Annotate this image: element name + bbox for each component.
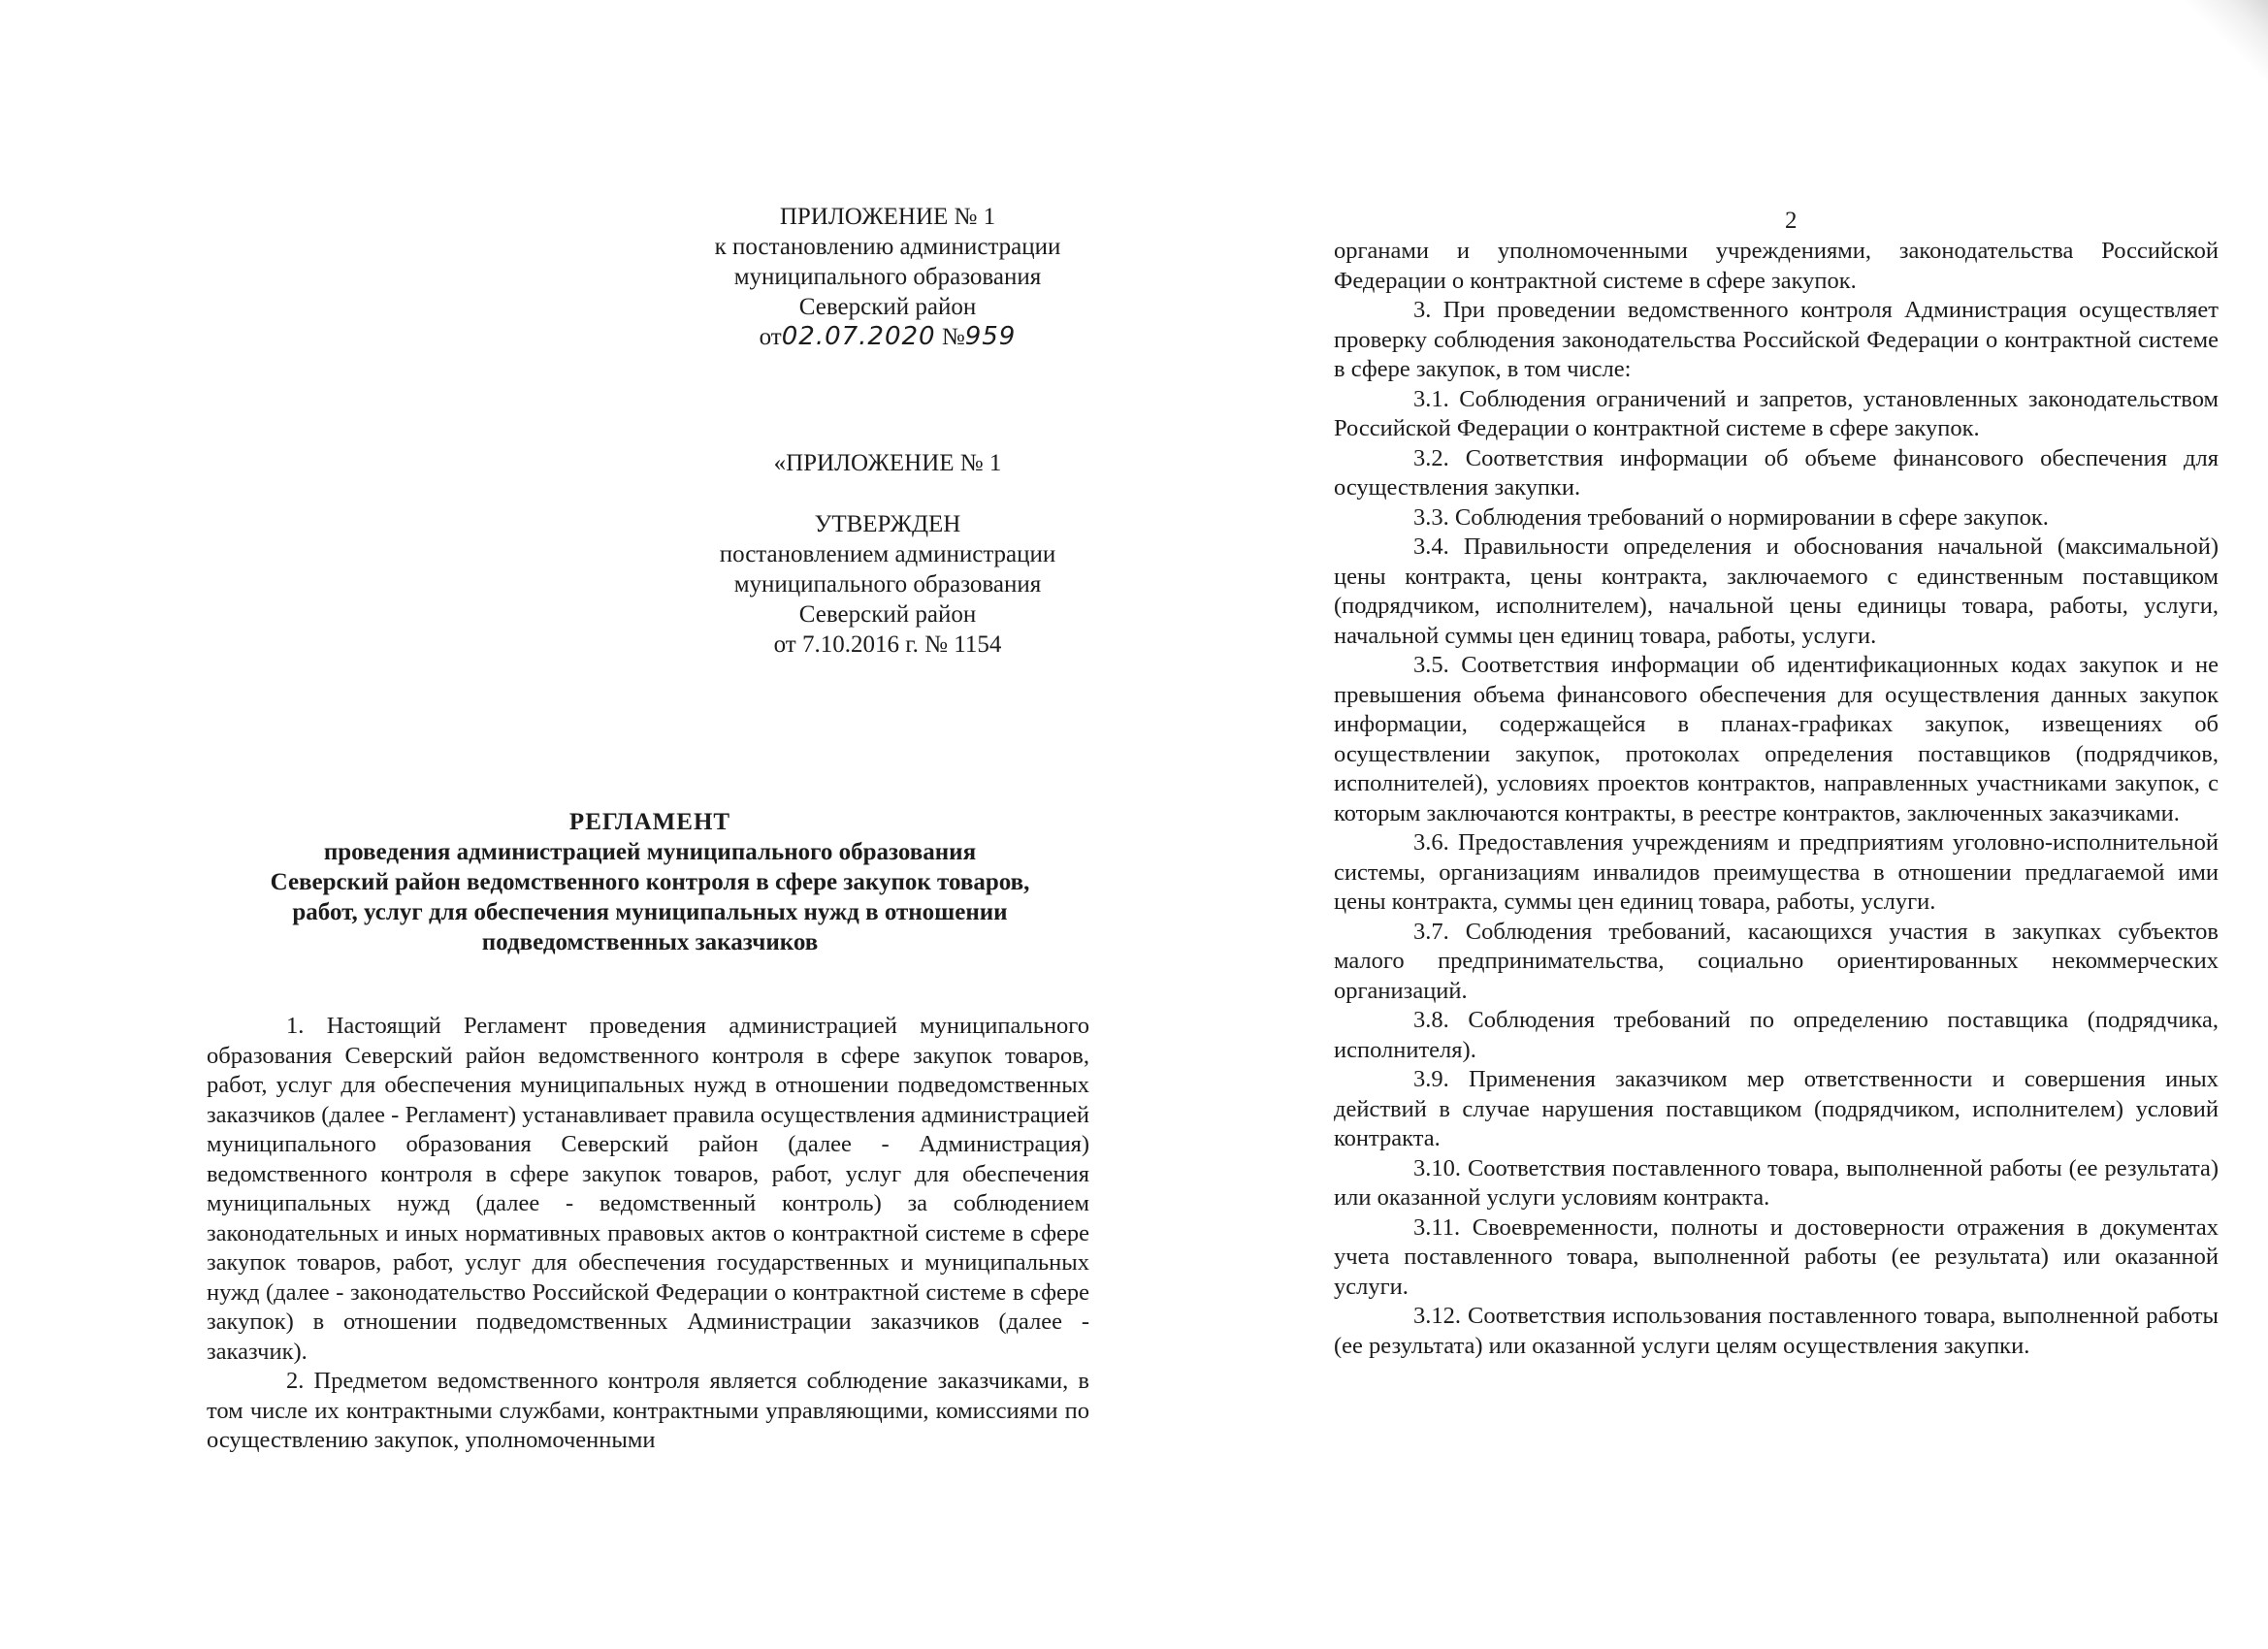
paragraph: 2. Предметом ведомственного контроля является соблюдение заказчиками, в том числе их контрактными службами, контрактными управляющими, комиссиями по осуществлению закупок, уполномоченными bbox=[207, 1368, 1089, 1453]
regulation-title-line: проведения администрацией муниципального образования bbox=[323, 839, 977, 865]
right-body-text bbox=[1334, 237, 2219, 1361]
regulation-title-line: Северский район ведомственного контроля в сфере закупок товаров, bbox=[270, 869, 1030, 895]
left-body-text bbox=[207, 1012, 1089, 1456]
header-line: муниципального образования bbox=[733, 264, 1042, 290]
header-line: Северский район bbox=[798, 294, 977, 320]
header-line: ПРИЛОЖЕНИЕ № 1 bbox=[779, 204, 996, 230]
approved-line: постановлением администрации bbox=[719, 541, 1056, 567]
handwritten-number: 959 bbox=[964, 322, 1017, 351]
appendix-title: «ПРИЛОЖЕНИЕ № 1 bbox=[773, 450, 1002, 476]
paragraph: 3.2. Соответствия информации об объеме финансового обеспечения для осуществления закупки. bbox=[1334, 444, 2219, 501]
number-prefix: № bbox=[941, 324, 965, 350]
paragraph: 3.1. Соблюдения ограничений и запретов, установленных законодательством Российской Федерации о контрактной системе в сфере закупок. bbox=[1334, 385, 2219, 441]
paragraph-continuation: органами и уполномоченными учреждениями, законодательства Российской Федерации о контрактной системе в сфере закупок. bbox=[1334, 238, 2219, 294]
paragraph: 3.9. Применения заказчиком мер ответственности и совершения иных действий в случае нарушения поставщиком (подрядчиком, исполнителем) условий контракта. bbox=[1334, 1066, 2219, 1151]
paragraph: 1. Настоящий Регламент проведения администрацией муниципального образования Северский район ведомственного контроля в сфере закупок товаров, работ, услуг для обеспечения муниципальных нужд в отношении подведомственных заказчиков (далее - Регламент) устанавливает правила осуществления администрацией муниципального образования Северский район (далее - Администрация) ведомственного контроля в сфере закупок товаров, работ, услуг для обеспечения муниципальных нужд (далее - ведомственный контроль) за соблюдением законодательных и иных нормативных правовых актов о контрактной системе в сфере закупок товаров, работ, услуг для обеспечения государственных и муниципальных нужд (далее - законодательство Российской Федерации о контрактной системе в сфере закупок) в отношении подведомственных Администрации заказчиков (далее - заказчик). bbox=[207, 1013, 1089, 1365]
paragraph: 3.6. Предоставления учреждениям и предприятиям уголовно-исполнительной системы, организациям инвалидов преимущества в отношении предлагаемой ими цены контракта, суммы цен единиц товара, работы, услуги. bbox=[1334, 829, 2219, 915]
approved-line: Северский район bbox=[798, 601, 977, 628]
paragraph: 3.5. Соответствия информации об идентификационных кодах закупок и не превышения объема финансового обеспечения для осуществления данных закупок информации, содержащейся в планах-графиках закупок, извещениях об осуществлении закупок, протоколах определения поставщиков (подрядчиков, исполнителей), условиях проектов контрактов, направленных участниками закупок, с которым заключаются контракты, в реестре контрактов, заключенных заказчиками. bbox=[1334, 652, 2219, 826]
scan-corner-shadow bbox=[2074, 0, 2268, 194]
header-date-line bbox=[669, 322, 1106, 352]
paragraph: 3.12. Соответствия использования поставленного товара, выполненной работы (ее результата) или оказанной услуги целям осуществления закупки. bbox=[1334, 1303, 2219, 1359]
header-line: к постановлению администрации bbox=[714, 234, 1061, 260]
handwritten-date: 02.07.2020 bbox=[781, 322, 936, 351]
approved-block bbox=[669, 509, 1106, 660]
paragraph: 3.8. Соблюдения требований по определению поставщика (подрядчика, исполнителя). bbox=[1334, 1007, 2219, 1063]
paragraph: 3.3. Соблюдения требований о нормировании в сфере закупок. bbox=[1413, 503, 2049, 531]
paragraph: 3.11. Своевременности, полноты и достоверности отражения в документах учета поставленного товара, выполненной работы (ее результата) или оказанной услуги. bbox=[1334, 1213, 2219, 1300]
appendix-header bbox=[669, 202, 1106, 352]
paragraph: 3.7. Соблюдения требований, касающихся участия в закупках субъектов малого предпринимательства, социально ориентированных некоммерческих организаций. bbox=[1334, 918, 2219, 1004]
approved-line: муниципального образования bbox=[733, 571, 1042, 598]
approved-line: от 7.10.2016 г. № 1154 bbox=[773, 631, 1002, 658]
regulation-title-line: работ, услуг для обеспечения муниципальных нужд в отношении bbox=[292, 899, 1008, 925]
regulation-heading: РЕГЛАМЕНТ bbox=[568, 809, 731, 835]
date-prefix: от bbox=[759, 324, 782, 350]
regulation-title-line: подведомственных заказчиков bbox=[481, 929, 819, 955]
regulation-title bbox=[209, 807, 1091, 957]
paragraph: 3.4. Правильности определения и обоснования начальной (максимальной) цены контракта, цены контракта, заключаемого с единственным поставщиком (подрядчиком, исполнителем), начальной цены единицы товара, работы, услуги, начальной суммы цен единиц товара, работы, услуги. bbox=[1334, 534, 2219, 649]
paragraph: 3.10. Соответствия поставленного товара, выполненной работы (ее результата) или оказанной услуги условиям контракта. bbox=[1334, 1154, 2219, 1211]
paragraph: 3. При проведении ведомственного контроля Администрация осуществляет проверку соблюдения законодательства Российской Федерации о контрактной системе в сфере закупок, в том числе: bbox=[1334, 297, 2219, 382]
approved-heading: УТВЕРЖДЕН bbox=[814, 511, 961, 537]
page-number: 2 bbox=[1785, 208, 1798, 234]
